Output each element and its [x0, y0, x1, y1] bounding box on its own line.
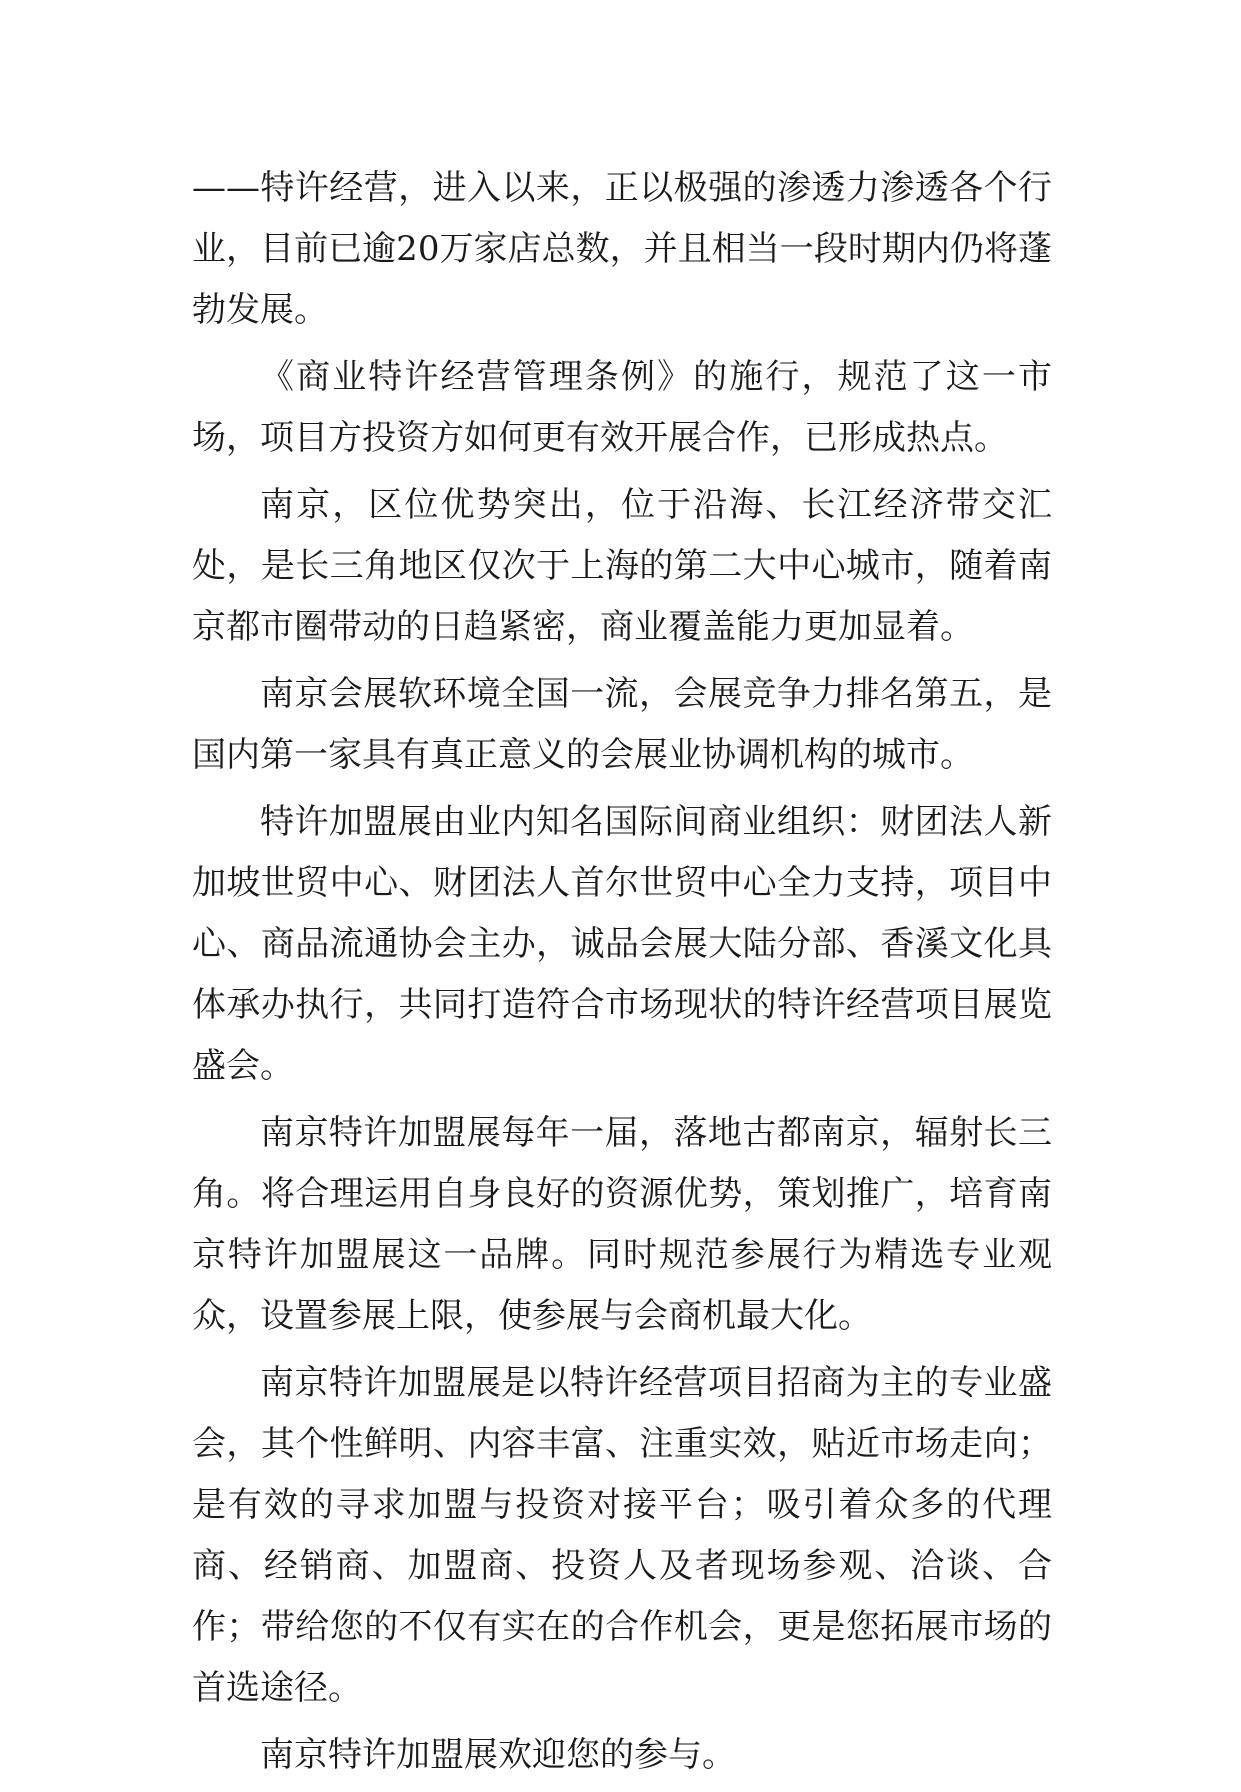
paragraph-welcome: 南京特许加盟展欢迎您的参与。	[260, 1735, 736, 1775]
paragraph-exhibition-environment: 南京会展软环境全国一流，会展竞争力排名第五，是国内第一家具有真正意义的会展业协调机构的城市。	[192, 674, 1052, 775]
paragraph-nanjing-location: 南京，区位优势突出，位于沿海、长江经济带交汇处，是长三角地区仅次于上海的第二大中心城市，随着南京都市圈带动的日趋紧密，商业覆盖能力更加显着。	[192, 485, 1052, 647]
document-body	[192, 158, 1052, 1792]
paragraph-organizers: 特许加盟展由业内知名国际间商业组织：财团法人新加坡世贸中心、财团法人首尔世贸中心全力支持，项目中心、商品流通协会主办，诚品会展大陆分部、香溪文化具体承办执行，共同打造符合市场现状的特许经营项目展览盛会。	[192, 802, 1052, 1086]
paragraph-event-features: 南京特许加盟展是以特许经营项目招商为主的专业盛会，其个性鲜明、内容丰富、注重实效，贴近市场走向；是有效的寻求加盟与投资对接平台；吸引着众多的代理商、经销商、加盟商、投资人及者现场参观、洽谈、合作；带给您的不仅有实在的合作机会，更是您拓展市场的首选途径。	[192, 1363, 1052, 1708]
paragraph-intro: ——特许经营，进入以来，正以极强的渗透力渗透各个行业，目前已逾20万家店总数，并且相当一段时期内仍将蓬勃发展。	[192, 168, 1052, 330]
paragraph-annual-event: 南京特许加盟展每年一届，落地古都南京，辐射长三角。将合理运用自身良好的资源优势，策划推广，培育南京特许加盟展这一品牌。同时规范参展行为精选专业观众，设置参展上限，使参展与会商机最大化。	[192, 1113, 1052, 1336]
paragraph-regulation: 《商业特许经营管理条例》的施行，规范了这一市场，项目方投资方如何更有效开展合作，已形成热点。	[192, 357, 1052, 458]
